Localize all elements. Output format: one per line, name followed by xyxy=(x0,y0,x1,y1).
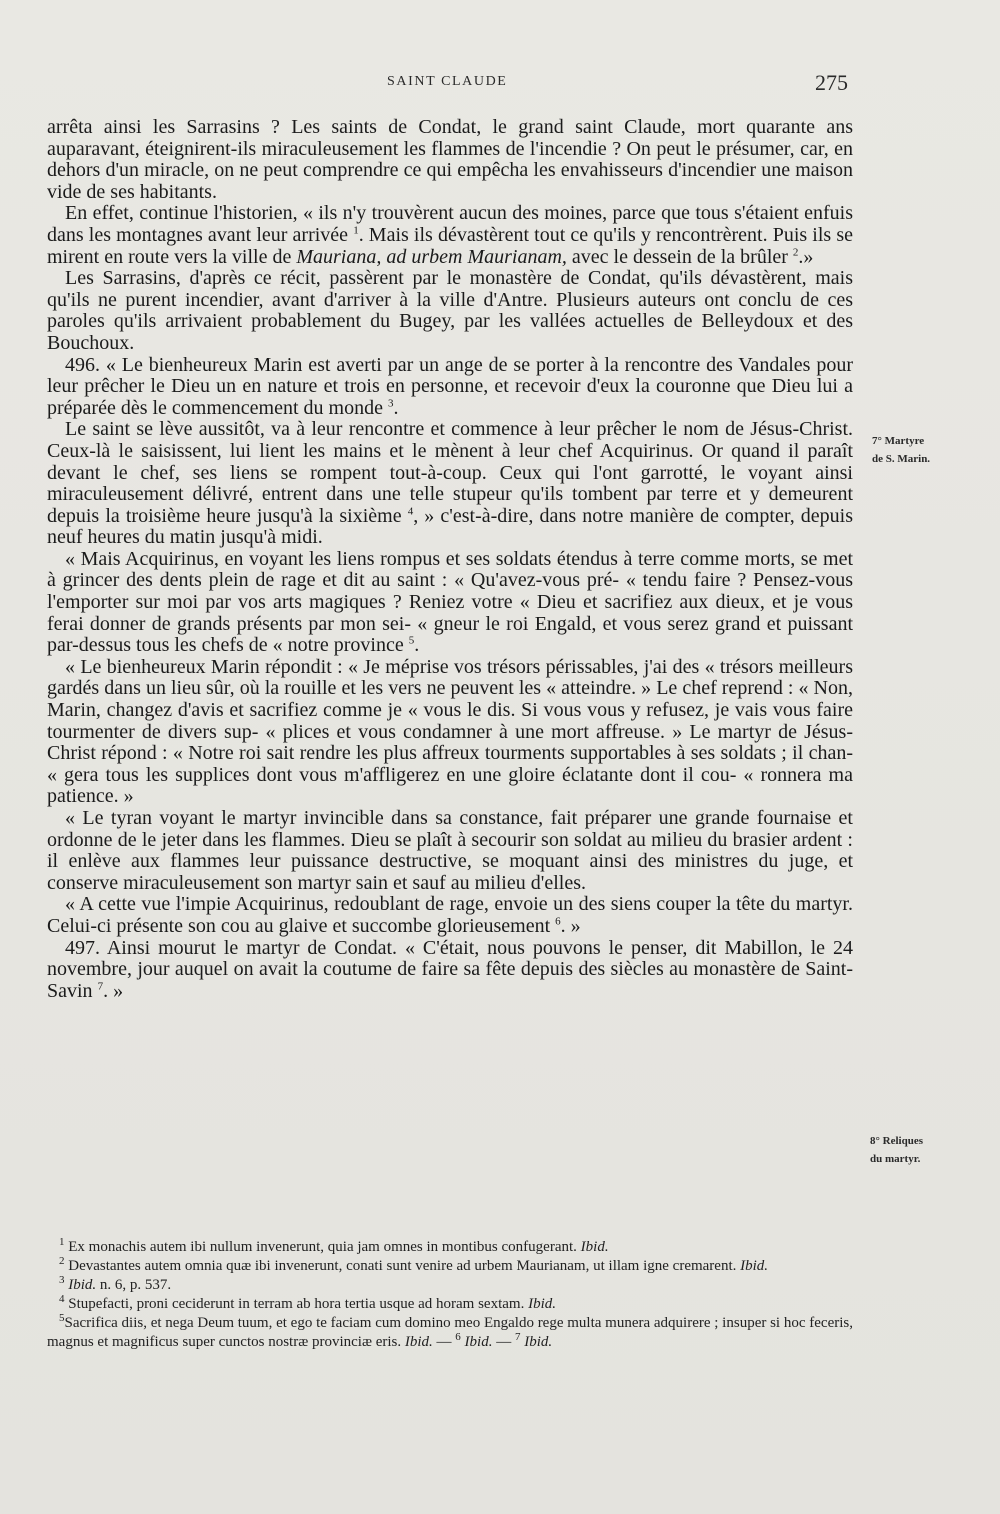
footnote-ibid: Ibid. xyxy=(404,1334,433,1350)
footnote-ibid: Ibid. xyxy=(524,1334,553,1350)
paragraph-text: « A cette vue l'impie Acquirinus, redoublant de rage, envoie un des siens couper la tête du martyr. Celui-ci présente son cou au glaive et succombe glorieusement xyxy=(47,893,853,937)
paragraph-text: 497. Ainsi mourut le martyr de Condat. « C'était, nous pouvons le penser, dit Mabillon, le 24 novembre, jour auquel on avait la coutume de faire sa fête depuis des siècles au monastère de Saint-Savin xyxy=(47,936,853,1002)
paragraph-text: . » xyxy=(103,979,124,1002)
paragraph-text: . xyxy=(414,634,420,657)
paragraph-text: arrêta ainsi les Sarrasins ? Les saints de Condat, le grand saint Claude, mort quarante ans auparavant, éteignirent-ils miraculeusement les flammes de l'incendie ? On peut le présumer, car, en dehors d'un miracle, on ne peut comprendre ce qui empêcha les envahisseurs d'incendier une maison vide de ses habitants. xyxy=(47,116,853,203)
main-text xyxy=(47,117,853,1002)
margin-note-line: 8° Reliques xyxy=(870,1135,923,1147)
footnote-ref: 3 xyxy=(387,397,394,410)
margin-note-relics xyxy=(870,1132,923,1168)
footnote-ref: 2 xyxy=(792,245,799,258)
paragraph xyxy=(47,549,853,657)
paragraph xyxy=(47,203,853,268)
footnote-separator: — xyxy=(436,1334,452,1350)
paragraph-text: 496. « Le bienheureux Marin est averti par un ange de se porter à la rencontre des Vandales pour leur prêcher le Dieu un en nature et trois en personne, et recevoir d'eux la couronne que Dieu lui a préparée dès le commencement du monde xyxy=(47,353,853,419)
running-title: SAINT CLAUDE xyxy=(387,74,508,89)
footnote-ibid: Ibid. xyxy=(580,1239,609,1255)
footnote xyxy=(47,1314,853,1352)
paragraph xyxy=(47,657,853,808)
footnote xyxy=(47,1276,853,1295)
footnote-number: 2 xyxy=(59,1255,65,1267)
footnote-ref: 5 xyxy=(408,634,415,647)
footnotes xyxy=(47,1238,853,1352)
footnote-number: 6 xyxy=(455,1331,461,1343)
italic-place-name: Mauriana, ad urbem Maurianam, xyxy=(296,245,567,268)
footnote-ibid: Ibid. xyxy=(68,1277,97,1293)
paragraph xyxy=(47,938,853,1003)
footnote-ibid: Ibid. xyxy=(528,1296,557,1312)
paragraph-text: « Le bienheureux Marin répondit : « Je méprise vos trésors périssables, j'ai des « trésors meilleurs gardés dans un lieu sûr, où la rouille et les vers ne peuvent les « atteindre. » Le chef reprend : « Non, Marin, changez d'avis et sacrifiez comme je « vous le dis. Si vous vous y refusez, je vais vous faire tourmenter de divers sup- « plices et vous condamner à une mort affreuse. » Le martyr de Jésus-Christ répond : « Notre roi sait rendre les plus affreux tourments supportables à ses soldats ; il chan- « gera tous les supplices dont vous m'affligerez en une gloire éclatante dont il cou- « ronnera ma patience. » xyxy=(47,655,853,808)
paragraph xyxy=(47,355,853,420)
paragraph-text: Le saint se lève aussitôt, va à leur rencontre et commence à leur prêcher le nom de Jésus-Christ. Ceux-là le saisissent, lui lient les mains et le mènent à leur chef Acquirinus. Or quand il paraît devant le chef, ses liens se rompent tout-à-coup. Ceux qui l'ont garrotté, le voyant ainsi miraculeusement délivré, entrent dans une telle stupeur qu'ils tombent par terre et y demeurent depuis la troisième heure jusqu'à la sixième xyxy=(47,418,853,527)
margin-note-line: 7° Martyre xyxy=(872,435,925,447)
paragraph-text: , » c'est-à-dire, dans notre manière de compter, depuis neuf heures du matin jusqu'à midi. xyxy=(47,504,854,549)
paragraph-text: . Mais ils dévastèrent tout ce qu'ils y rencontrèrent. Puis ils se mirent en route vers la ville de xyxy=(47,223,853,268)
footnote-text: Devastantes autem omnia quæ ibi invenerunt, conati sunt venire ad urbem Maurianam, ut illam igne cremarent. xyxy=(68,1258,737,1274)
paragraph-text: En effet, continue l'historien, « ils n'y trouvèrent aucun des moines, parce que tous s'étaient enfuis dans les montagnes avant leur arrivée xyxy=(47,202,853,246)
footnote-ibid: Ibid. xyxy=(464,1334,493,1350)
paragraph-text: avec le dessein de la brûler xyxy=(566,245,793,268)
footnote-text: n. 6, p. 537. xyxy=(99,1277,172,1293)
paragraph xyxy=(47,808,853,894)
paragraph xyxy=(47,419,853,549)
margin-note-line: de S. Marin. xyxy=(872,453,931,465)
paragraph-text: « Le tyran voyant le martyr invincible dans sa constance, fait préparer une grande fournaise et ordonne de le jeter dans les flammes. Dieu se plaît à secourir son soldat au milieu du brasier ardent : il enlève aux flammes leur puissance destructive, se moquant ainsi des ministres du juge, et conserve miraculeusement son martyr sain et sauf au milieu d'elles. xyxy=(47,807,853,894)
footnote-number: 3 xyxy=(59,1274,65,1286)
footnote-ibid: Ibid. xyxy=(740,1258,769,1274)
paragraph xyxy=(47,117,853,203)
paragraph-text: Les Sarrasins, d'après ce récit, passèrent par le monastère de Condat, qu'ils dévastèrent, mais qu'ils ne purent incendier, avant d'arriver à la ville d'Antre. Plusieurs auteurs ont conclu de ces paroles qu'ils arrivaient probablement du Bugey, par les vallées actuelles de Belleydoux et des Bouchoux. xyxy=(47,267,853,354)
footnote-separator: — xyxy=(496,1334,512,1350)
page-number: 275 xyxy=(815,70,848,95)
footnote-ref: 6 xyxy=(555,915,561,928)
footnote xyxy=(47,1295,853,1314)
footnote-number: 1 xyxy=(59,1236,65,1248)
footnote-text: Ex monachis autem ibi nullum invenerunt, quia jam omnes in montibus confugerant. xyxy=(68,1239,577,1255)
footnote-number: 7 xyxy=(514,1331,521,1343)
footnote-ref: 7 xyxy=(97,980,104,993)
footnote-ref: 4 xyxy=(407,505,414,518)
paragraph xyxy=(47,268,853,354)
paragraph-text: . » xyxy=(560,914,581,937)
paragraph-text: « Mais Acquirinus, en voyant les liens rompus et ses soldats étendus à terre comme morts, se met à grincer des dents plein de rage et dit au saint : « Qu'avez-vous pré- « tendu faire ? Pensez-vous l'emporter sur moi par vos arts magiques ? Reniez votre « Dieu et sacrifiez aux dieux, et je vous ferai donner de grands présents par mon sei- « gneur le roi Engald, et vous serez grand et puissant par-dessus tous les chefs de « notre province xyxy=(47,547,853,657)
footnote-text: Sacrifica diis, et nega Deum tuum, et ego te faciam cum domino meo Engaldo rege multa munera adquirere ; insuper si hoc feceris, magnus et magnificus super cunctos nostræ provinciæ eris. xyxy=(47,1315,853,1350)
paragraph-text: . xyxy=(393,396,399,419)
paragraph xyxy=(47,894,853,937)
margin-note-martyrdom xyxy=(872,432,930,468)
footnote-ref: 1 xyxy=(353,224,359,237)
footnote-number: 4 xyxy=(59,1293,65,1305)
paragraph-text: .» xyxy=(798,245,814,268)
margin-note-line: du martyr. xyxy=(870,1153,921,1165)
footnote xyxy=(47,1238,853,1257)
footnote-text: Stupefacti, proni ceciderunt in terram ab hora tertia usque ad horam sextam. xyxy=(68,1296,525,1312)
footnote xyxy=(47,1257,853,1276)
footnote-number: 5 xyxy=(59,1312,65,1324)
